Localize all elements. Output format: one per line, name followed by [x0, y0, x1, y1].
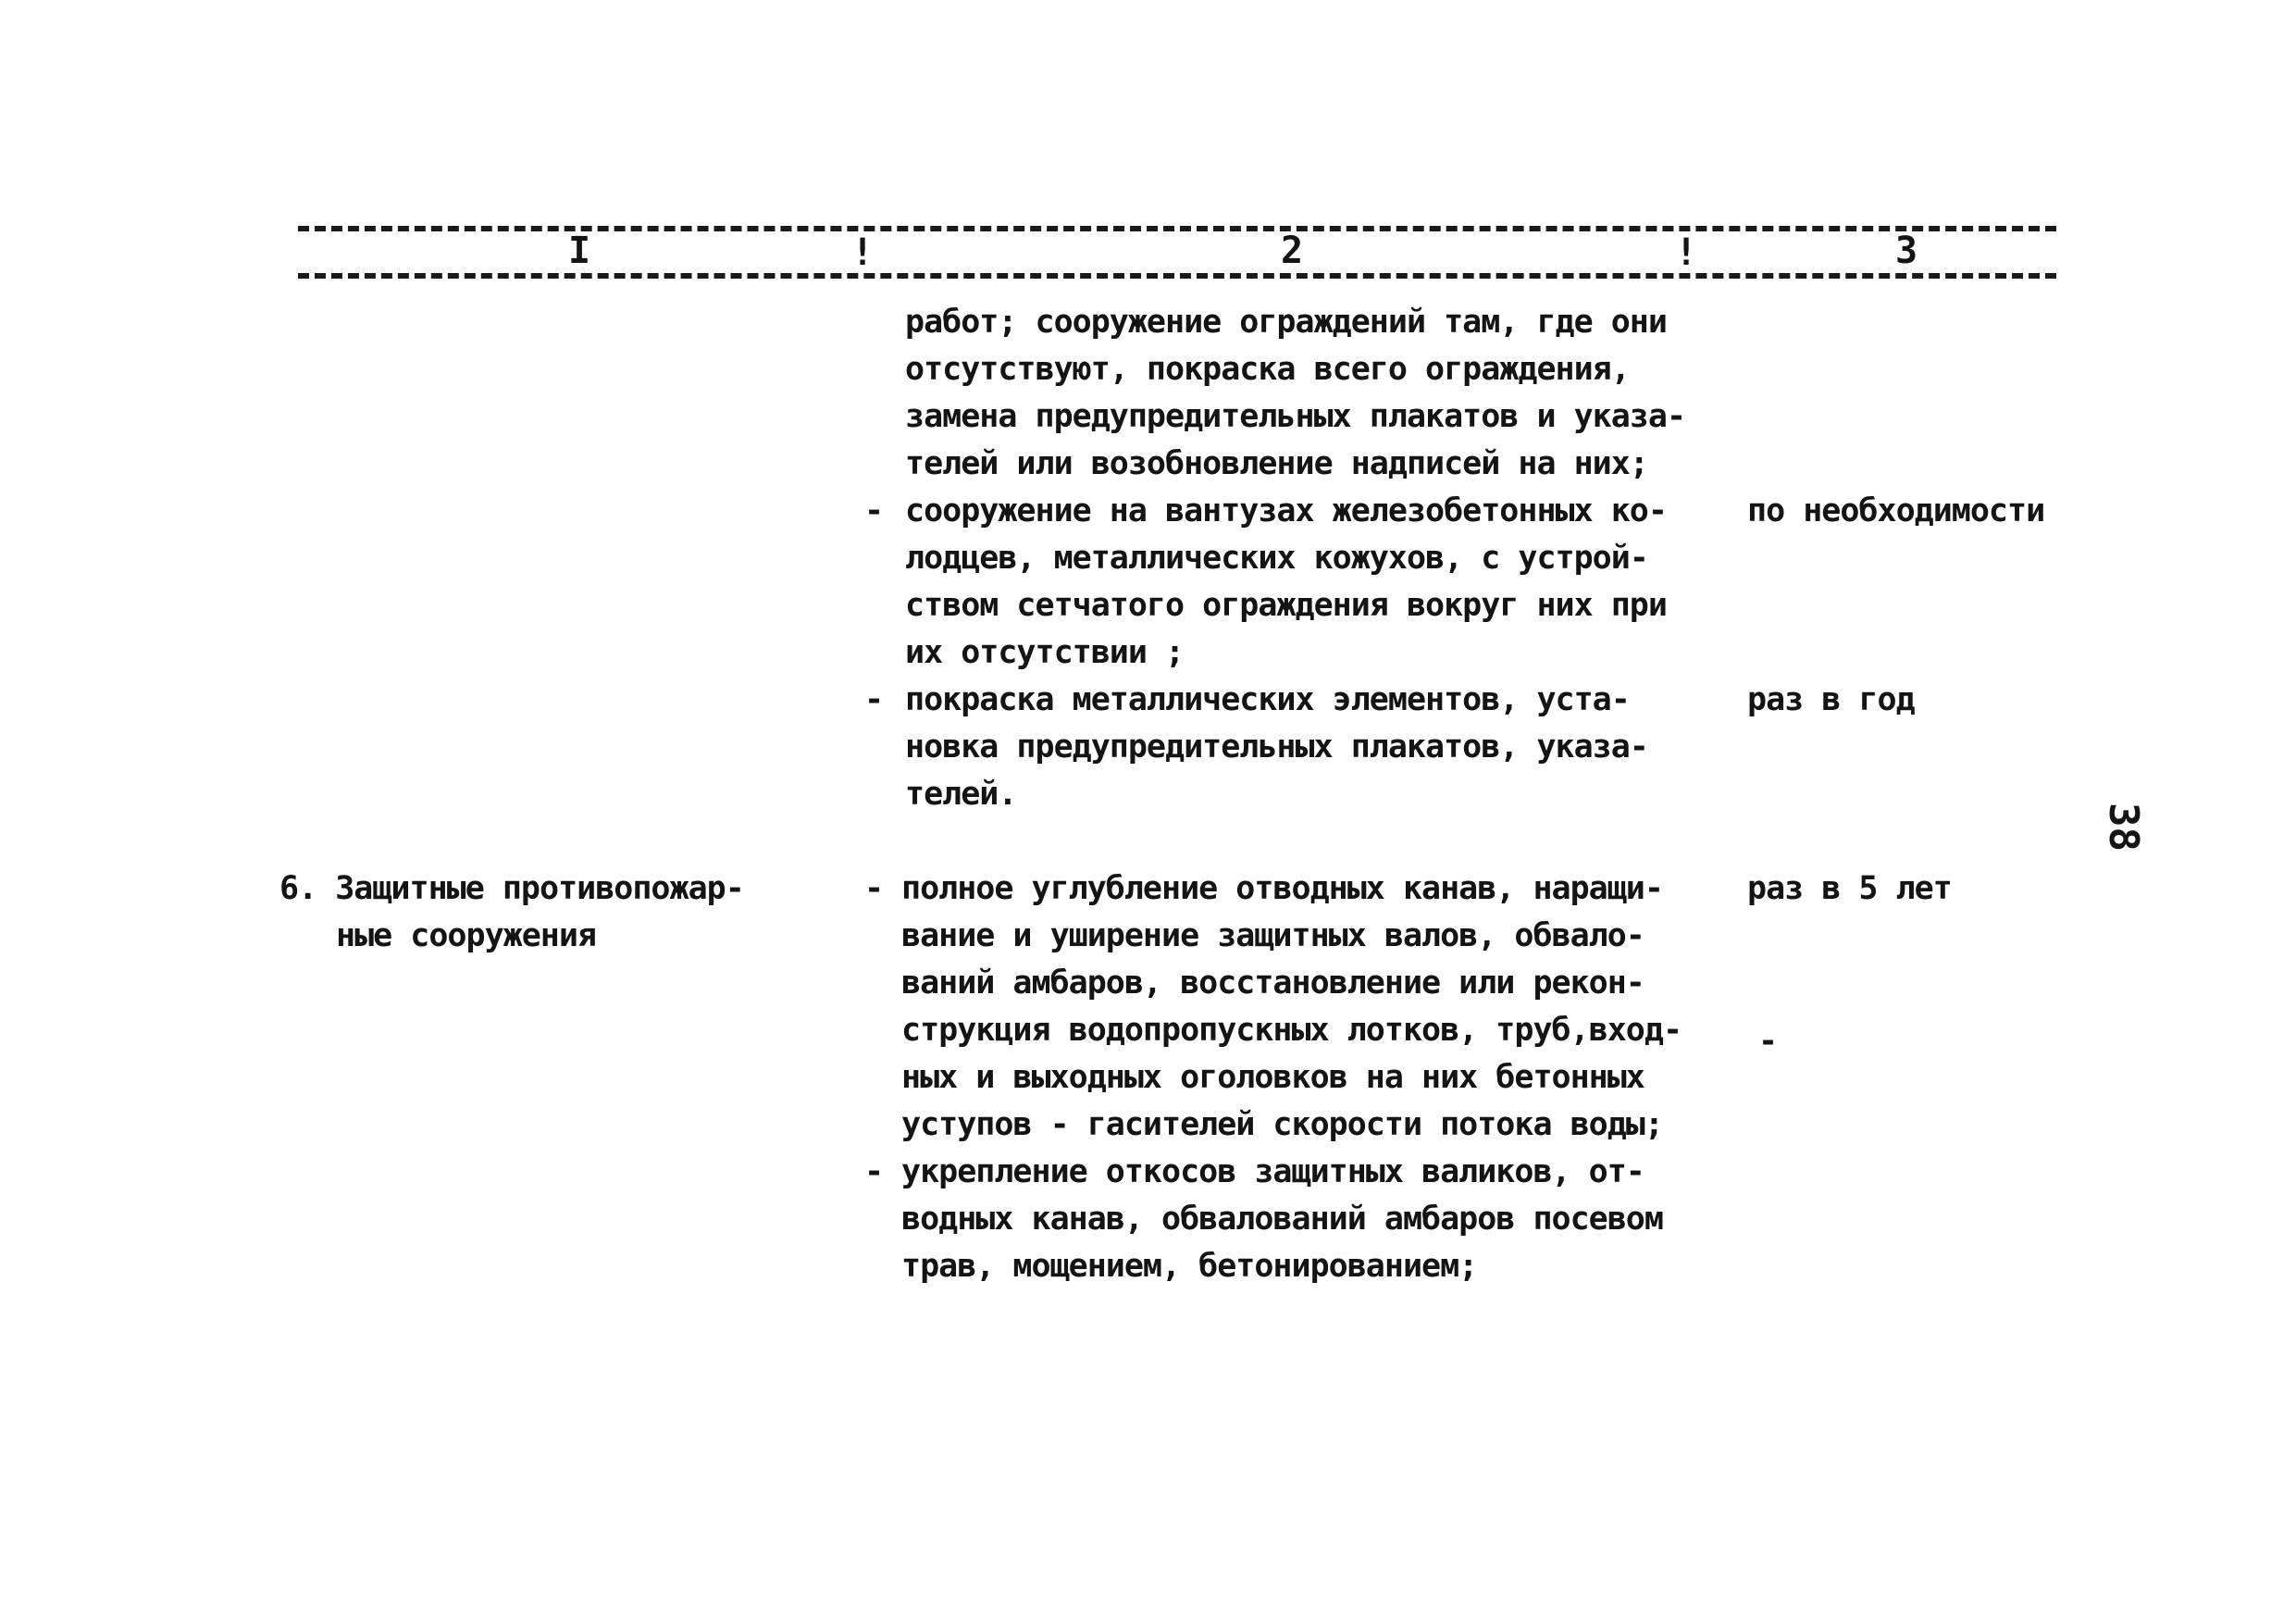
- column-separator-2: !: [1675, 231, 1698, 274]
- column-header-2: 2: [1275, 231, 1309, 270]
- header-rule-bottom: [298, 273, 2056, 279]
- column-separator-1: !: [851, 231, 875, 274]
- row1-block3-line1: покраска металлических элементов, уста-: [905, 681, 1630, 718]
- row1-block2-line3: ством сетчатого ограждения вокруг них при: [905, 587, 1667, 624]
- row1-block2-line4: их отсутствии ;: [905, 634, 1185, 671]
- column-header-1: I: [563, 231, 596, 270]
- row2-block1-frequency: раз в 5 лет: [1747, 870, 1952, 907]
- row1-block2-bullet: -: [864, 492, 885, 529]
- column-header-3: 3: [1890, 231, 1923, 270]
- row1-block3-bullet: -: [864, 681, 885, 718]
- row2-block2-bullet: -: [864, 1153, 885, 1190]
- row1-block1-line4: телей или возобновление надписей на них;: [905, 445, 1648, 482]
- row2-item-line2: ные сооружения: [336, 917, 597, 954]
- page-number: 38: [2099, 803, 2147, 852]
- row2-block2-line1: укрепление откосов защитных валиков, от-: [901, 1153, 1644, 1190]
- row2-block1-line6: уступов - гасителей скорости потока воды;: [901, 1106, 1663, 1143]
- header-rule-top: [298, 226, 2056, 231]
- row2-block1-line3: ваний амбаров, восстановление или рекон-: [901, 965, 1644, 1002]
- row2-block1-line4: струкция водопропускных лотков, труб,вход-: [901, 1012, 1682, 1049]
- row1-block1-line1: работ; сооружение ограждений там, где они: [905, 304, 1667, 341]
- row1-block1-line3: замена предупредительных плакатов и указа-: [905, 398, 1686, 435]
- row1-block3-line2: новка предупредительных плакатов, указа-: [905, 728, 1648, 765]
- row2-block1-bullet: -: [864, 870, 885, 907]
- row1-block3-frequency: раз в год: [1747, 681, 1915, 718]
- row2-block1-line2: вание и уширение защитных валов, обвало-: [901, 917, 1644, 954]
- row2-item-line1: 6. Защитные противопожар-: [279, 870, 744, 907]
- row1-block1-line2: отсутствуют, покраска всего ограждения,: [905, 351, 1630, 388]
- row2-block2-line3: трав, мощением, бетонированием;: [901, 1248, 1478, 1285]
- row2-block1-line5: ных и выходных оголовков на них бетонных: [901, 1059, 1644, 1096]
- row1-block2-line2: лодцев, металлических кожухов, с устрой-: [905, 540, 1648, 577]
- row1-block3-line3: телей.: [905, 776, 1017, 813]
- row1-block2-line1: сооружение на вантузах железобетонных ко-: [905, 492, 1667, 529]
- row2-block2-line2: водных канав, обвалований амбаров посевом: [901, 1201, 1663, 1238]
- row1-block2-frequency: по необходимости: [1747, 492, 2045, 529]
- row2-block1-frequency-dash: -: [1758, 1023, 1778, 1060]
- row2-block1-line1: полное углубление отводных канав, наращи-: [901, 870, 1663, 907]
